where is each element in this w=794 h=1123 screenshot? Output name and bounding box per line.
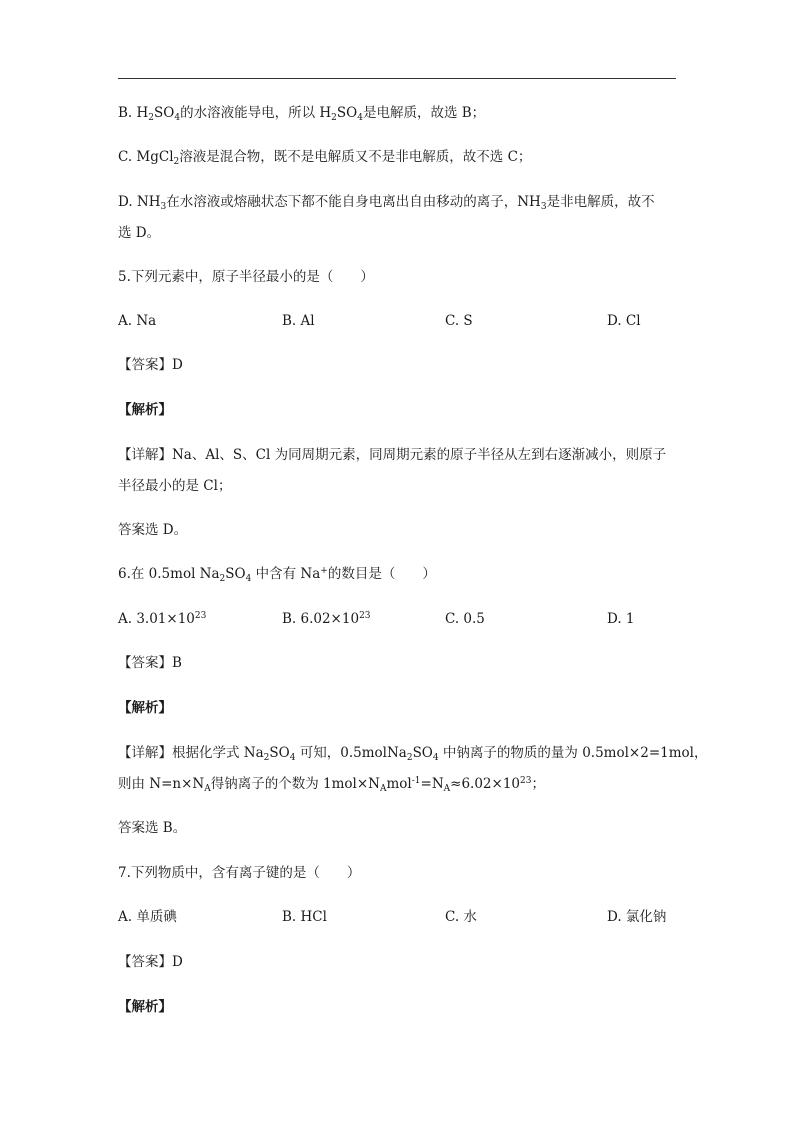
- q5-conclusion: 答案选 D。: [118, 522, 188, 538]
- q5-option-c: C. S: [445, 313, 473, 329]
- q6-option-c: C. 0.5: [445, 611, 485, 627]
- q6-detail-line2: 则由 $N=n\times N_A$得钠离子的个数为 $1mol\times N_Amol^{-1}=N_A\approx 6.02\times 10^{23}$；: [118, 776, 545, 794]
- q7-option-c: C. 水: [445, 909, 477, 925]
- q6-option-b: B. $6.02\times 10^{23}$: [282, 611, 371, 627]
- q7-stem: 7.下列物质中，含有离子键的是（ ）: [118, 865, 361, 881]
- q5-stem: 5.下列元素中，原子半径最小的是（ ）: [118, 269, 374, 285]
- q6-analysis-label: 【解析】: [118, 700, 172, 716]
- q6-option-a: A. $3.01\times 10^{23}$: [118, 611, 207, 627]
- q7-analysis-label: 【解析】: [118, 999, 172, 1015]
- q7-option-d: D. 氯化钠: [607, 909, 667, 925]
- q4-analysis-d-line2: 选 D。: [118, 225, 161, 241]
- q5-option-d: D. Cl: [607, 313, 641, 329]
- q5-analysis-label: 【解析】: [118, 402, 172, 418]
- q5-detail-line1: 【详解】Na、Al、S、Cl 为同周期元素，同周期元素的原子半径从左到右逐渐减小，则原子: [118, 447, 667, 463]
- q6-detail-line1: 【详解】根据化学式 $Na_2SO_4$ 可知，$0.5molNa_2SO_4$ 中钠离子的物质的量为 0.5mol×2=1mol，: [118, 745, 708, 763]
- q5-answer: 【答案】D: [118, 357, 183, 373]
- q4-analysis-d-line1: D. $NH_3$在水溶液或熔融状态下都不能自身电离出自由移动的离子，$NH_3$是非电解质，故不: [118, 194, 655, 212]
- q6-stem: 6.在 0.5mol $Na_2SO_4$ 中含有 Na+的数目是（ ）: [118, 566, 436, 584]
- q5-option-a: A. Na: [118, 313, 157, 329]
- q7-answer: 【答案】D: [118, 954, 183, 970]
- q5-detail-line2: 半径最小的是 Cl；: [118, 478, 232, 494]
- q4-analysis-c: C. MgCl$_2$溶液是混合物，既不是电解质又不是非电解质，故不选 C；: [118, 149, 532, 167]
- q4-analysis-b: B. $H_2SO_4$的水溶液能导电，所以 $H_2SO_4$是电解质，故选 B；: [118, 105, 486, 123]
- q6-conclusion: 答案选 B。: [118, 820, 187, 836]
- q6-answer: 【答案】B: [118, 655, 182, 671]
- q5-option-b: B. Al: [282, 313, 315, 329]
- q7-option-a: A. 单质碘: [118, 909, 177, 925]
- header-rule: [118, 78, 676, 79]
- q7-option-b: B. HCl: [282, 909, 327, 925]
- q6-option-d: D. 1: [607, 611, 635, 627]
